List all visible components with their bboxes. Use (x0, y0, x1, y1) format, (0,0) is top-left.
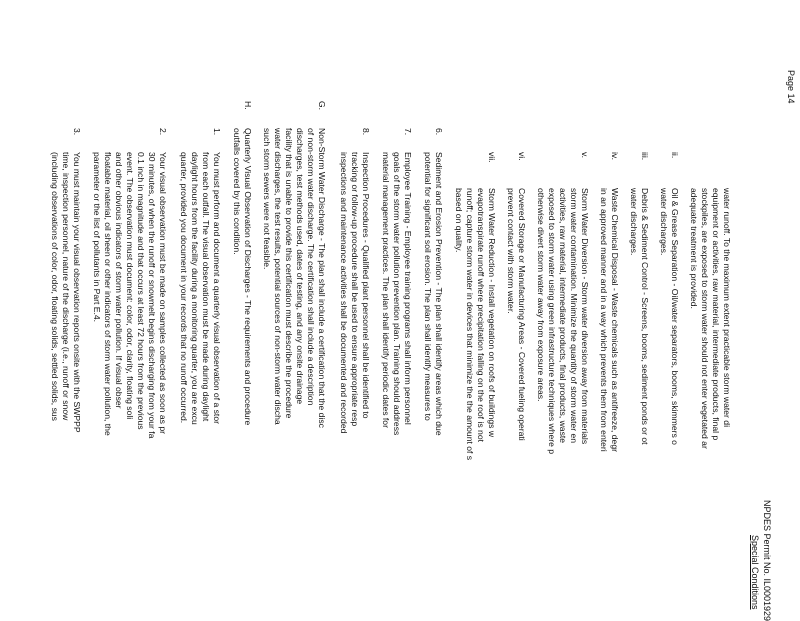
text-line: inspections and maintenance activities shall be documented and recorded (339, 152, 349, 434)
text-line: You must maintain your visual observation reports onsite with the SWPPP (72, 152, 82, 433)
text-line: water runoff. To the maximum extent practicable storm water di (722, 188, 732, 427)
text-line: from each outfall. The visual observation must be made during daylight (201, 152, 211, 422)
text-line: event. The observation must document: color, odor, clarity, floating soli (125, 152, 135, 420)
list-item-label: vii. (487, 152, 497, 163)
list-item-label: H. (243, 101, 253, 110)
text-line: prevent contact with storm water. (506, 188, 516, 314)
list-item-label: ii. (670, 152, 680, 159)
text-line: of non-storm water discharge. The certification shall include a description (306, 128, 316, 406)
text-line: Waste Chemical Disposal - Waste chemicals such as antifreeze, degr (610, 188, 620, 452)
text-line: Inspection Procedures - Qualified plant personnel shall be identified to (361, 152, 371, 419)
text-line: discharges, test methods used, dates of testing, and any onsite drainage (295, 128, 305, 405)
text-line: Storm Water Diversion - Storm water diversion away from materials (580, 188, 590, 445)
list-item-label: iii. (640, 152, 650, 161)
text-line: parameter or the list of pollutants in Part E.4. (92, 152, 102, 323)
text-line: Sediment and Erosion Prevention - The plan shall identify areas which due (434, 152, 444, 436)
page-number: Page 14 (786, 70, 796, 104)
list-item-label: 8. (361, 128, 371, 136)
text-line: Storm Water Reduction - Install vegetation on roofs of buildings w (487, 188, 497, 438)
text-line: Employee Training - Employee training programs shall inform personnel (403, 152, 413, 425)
text-line: stockpiles, are exposed to storm water should not enter vegetated ar (700, 188, 710, 449)
text-line: otherwise divert storm water away from exposure areas. (536, 188, 546, 402)
text-line: goals of the storm water pollution prevention plan. Training should address (392, 152, 402, 436)
list-item-label: 7. (403, 128, 413, 136)
text-line: exposed to storm water using green infrastructure techniques where p (547, 188, 557, 455)
text-line: daylight hours from the facility during a monitoring quarter, you are excu (190, 152, 200, 425)
text-line: Debris & Sediment Control - Screens, booms, sediment ponds or ot (640, 188, 650, 445)
text-line: evapotranspirate runoff where precipitation falling on the roof is not (476, 188, 486, 442)
text-line: adequate treatment is provided. (689, 188, 699, 309)
text-line: quarter, provided you document in your records that no runoff occurred. (179, 152, 189, 424)
text-line: activities, raw material, intermediate products, final products, waste (558, 188, 568, 444)
text-line: equipment or activities, raw material, intermediate products, final p (711, 188, 721, 441)
text-line: based on quality. (454, 188, 464, 253)
list-item-label: 2. (158, 128, 168, 136)
permit-number: NPDES Permit No. IL0001929 (762, 500, 772, 621)
section-title: Special Conditions (750, 535, 760, 610)
list-item-label: 3. (72, 128, 82, 136)
text-line: and other obvious indicators of storm water pollution. If visual obser (114, 152, 124, 409)
text-line: storm water contamination. Minimize the quantity of storm water en (569, 188, 579, 444)
list-item-label: v. (580, 152, 590, 159)
text-line: outfalls covered by this condition. (232, 128, 242, 255)
text-line: time, inspection personnel, nature of the discharge (i.e., runoff or snow (61, 152, 71, 421)
text-line: tracking or follow-up procedure shall be used to ensure appropriate resp (350, 152, 360, 427)
text-line: potential for significant soil erosion. The plan shall identify measures to (423, 152, 433, 421)
text-line: 0.1 inch in magnitude and that occurs at least 72 hours from the previous (136, 152, 146, 430)
list-item-label: 6. (434, 128, 444, 136)
list-item-label: iv. (610, 152, 620, 160)
text-line: You must perform and document a quarterly visual observation of a stor (212, 152, 222, 424)
text-line: 30 minutes, of when the runoff or snowmelt begins discharging from your fa (147, 152, 157, 439)
list-item-label: G. (317, 101, 327, 111)
text-line: runoff; capture storm water in devices that minimize the the amount of s (465, 188, 475, 461)
text-line: Your visual observation must be made on samples collected as soon as pr (158, 152, 168, 434)
text-line: Covered Storage or Manufacturing Areas - Covered fueling operati (517, 188, 527, 441)
text-line: Quarterly Visual Observation of Discharges - The requirements and procedure (243, 128, 253, 426)
list-item-label: vi. (517, 152, 527, 161)
text-line: water discharges. (659, 188, 669, 256)
text-line: water discharges, the test results, potential sources of non-storm water discha (273, 128, 283, 425)
text-line: material management practices. The plan shall identify periodic dates for (381, 152, 391, 428)
text-line: water discharges. (629, 188, 639, 256)
text-line: (including observations of color, odor, floating solids, settled solids, sus (50, 152, 60, 421)
text-line: floatable material, oil sheen or other indicators of storm water pollution, the (103, 152, 113, 436)
list-item-label: 1. (212, 128, 222, 136)
text-line: such storm sewers were not feasible. (262, 128, 272, 270)
text-line: Non-Storm Water Discharge - The plan shall include a certification that the disc (317, 128, 327, 428)
text-line: facility that is unable to provide this certification must describe the procedure (284, 128, 294, 419)
text-line: Oil & Grease Separation - Oil/water separators, booms, skimmers o (670, 188, 680, 445)
text-line: in an approved manner and in a way which prevents them from enteri (599, 188, 609, 452)
